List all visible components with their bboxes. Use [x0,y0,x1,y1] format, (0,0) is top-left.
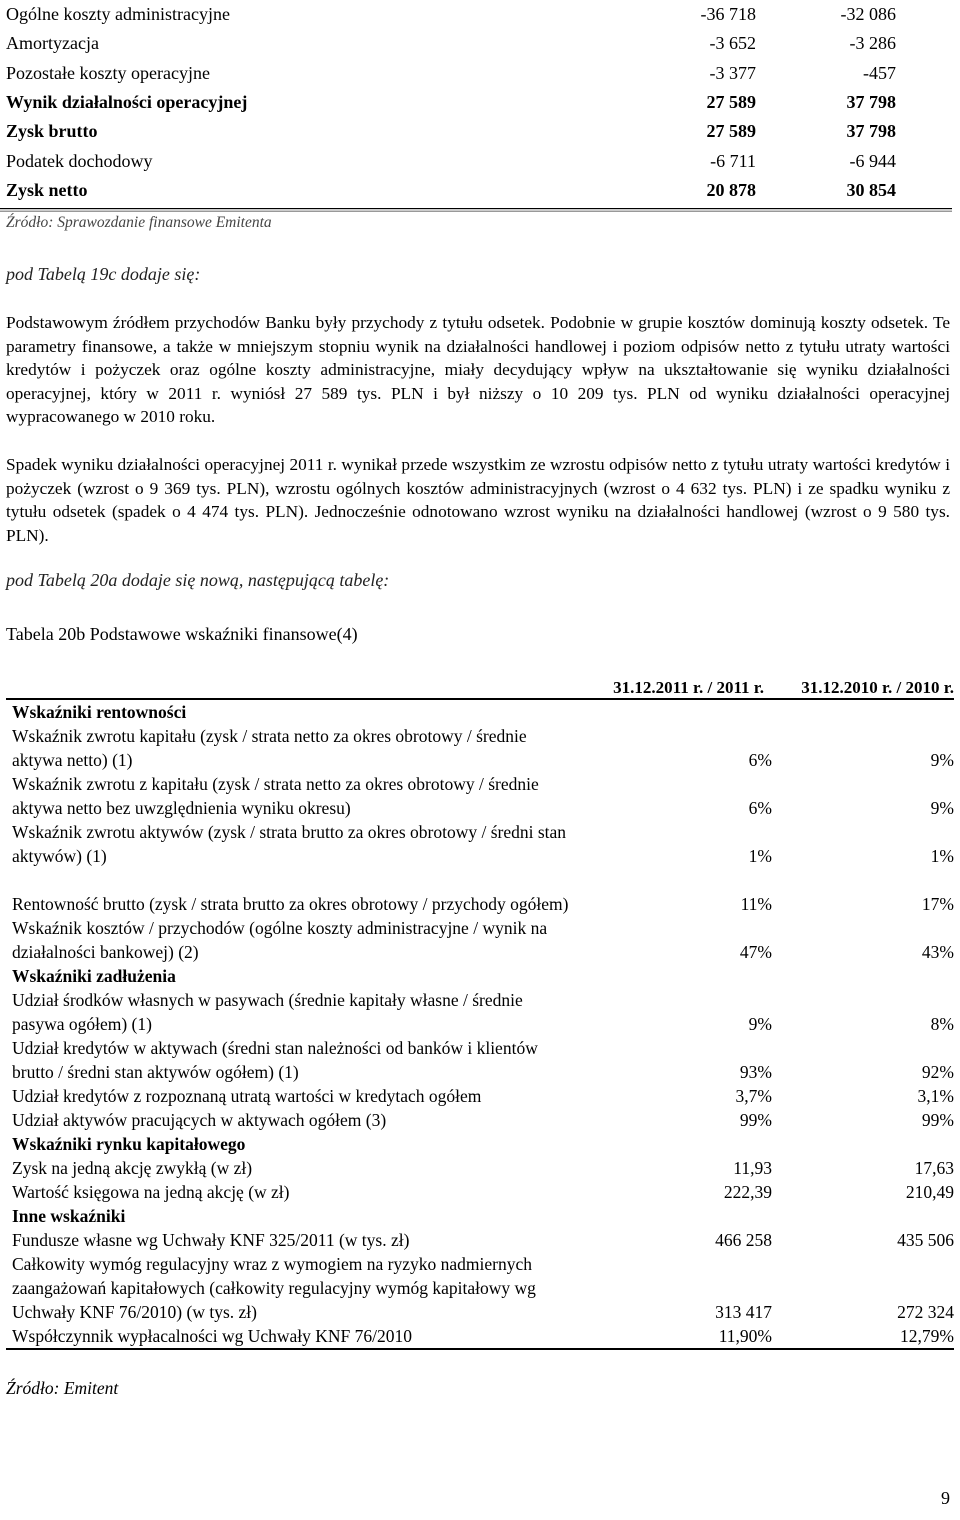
row-label: Rentowność brutto (zysk / strata brutto za okres obrotowy / przychody ogółem) [12,894,569,914]
value-2010: 210,49 [905,1182,954,1202]
row-label: Wskaźnik zwrotu z kapitału (zysk / strata netto za okres obrotowy / średnie aktywa netto bez uwzględnienia wyniku okresu) [12,774,539,818]
amendment-note: pod Tabelą 19c dodaje się: [6,264,201,284]
value-2010: 8% [930,1014,954,1034]
table-title: Tabela 20b Podstawowe wskaźniki finansowe(4) [6,624,358,644]
value-2011: 6% [748,750,772,770]
section-header-row [6,700,954,724]
table-row [6,1156,954,1180]
row-value: -6 711 [710,150,756,171]
table-row [6,1324,954,1348]
value-2010: 9% [930,750,954,770]
value-2011: 11,90% [718,1326,772,1346]
table-row [6,916,954,964]
amendment-note: pod Tabelą 20a dodaje się nową, następującą tabelę: [6,570,390,590]
row-value: -3 286 [849,33,896,54]
table-source: Źródło: Sprawozdanie finansowe Emitenta [6,214,272,231]
table-row [6,1084,954,1108]
row-value: -457 [863,62,896,83]
row-value: 37 798 [846,92,896,113]
row-value: 37 798 [846,121,896,142]
row-value: -3 652 [709,33,756,54]
value-2011: 99% [739,1110,772,1130]
value-2011: 47% [739,942,772,962]
row-label: Wskaźnik zwrotu aktywów (zysk / strata brutto za okres obrotowy / średni stan aktywów) (1) [12,822,567,866]
page-number: 9 [941,1488,950,1508]
row-label: Ogólne koszty administracyjne [6,4,230,25]
value-2010: 1% [930,846,954,866]
table-row [6,1036,954,1084]
table-source: Źródło: Emitent [6,1378,119,1398]
row-label: Całkowity wymóg regulacyjny wraz z wymogiem na ryzyko nadmiernych zaangażowań kapitałowych (całkowity regulacyjny wymóg kapitałowy wg Uchwały KNF 76/2010) (w tys. zł) [12,1254,536,1322]
table-row [6,0,896,29]
row-label: Pozostałe koszty operacyjne [6,62,210,83]
income-table [6,0,896,205]
value-2010: 17% [921,894,954,914]
row-value: 27 589 [706,121,756,142]
value-2011: 1% [748,846,772,866]
section-header-row [6,1204,954,1228]
row-value: 30 854 [846,179,896,200]
row-value: -6 944 [849,150,896,171]
value-2010: 9% [930,798,954,818]
table-row [6,117,896,146]
row-label: Wskaźniki zadłużenia [12,966,176,986]
value-2011: 9% [748,1014,772,1034]
table-row [6,88,896,117]
row-label: Udział kredytów w aktywach (średni stan należności od banków i klientów brutto / średni stan aktywów ogółem) (1) [12,1038,538,1082]
row-label: Wynik działalności operacyjnej [6,92,248,113]
row-label: Amortyzacja [6,33,99,54]
table-row [6,988,954,1036]
row-label: Zysk brutto [6,121,98,142]
row-value: 20 878 [706,179,756,200]
row-label: Udział środków własnych w pasywach (średnie kapitały własne / średnie pasywa ogółem) (1) [12,990,523,1034]
value-2010: 435 506 [897,1230,954,1250]
value-2011: 466 258 [715,1230,772,1250]
row-label: Zysk netto [6,179,88,200]
table-row [6,59,896,88]
row-label: Współczynnik wypłacalności wg Uchwały KNF 76/2010 [12,1326,412,1346]
table-row [6,724,954,772]
table-body [6,700,954,1350]
row-label: Zysk na jedną akcję zwykłą (w zł) [12,1158,253,1178]
row-value: -3 377 [709,62,756,83]
value-2010: 272 324 [897,1302,954,1322]
paragraph: Podstawowym źródłem przychodów Banku były przychody z tytułu odsetek. Podobnie w grupie kosztów dominują koszty odsetek. Te parametry finansowe, a także w mniejszym stopniu wynik na działalności handlowej i poziom odpisów netto z tytułu utraty wartości kredytów i pożyczek oraz ogólne koszty administracyjne, miały decydujący wpływ na ukształtowanie się wyniku działalności operacyjnej, który w 2011 r. wyniósł 27 589 tys. PLN i był niższy o 10 209 tys. PLN od wyniku działalności operacyjnej wypracowanego w 2010 roku. [6,313,950,427]
value-2010: 99% [921,1110,954,1130]
table-row [6,772,954,820]
value-2011: 93% [739,1062,772,1082]
row-value: -32 086 [840,4,896,25]
table-divider [0,208,952,212]
table-row [6,1252,954,1324]
column-header: 31.12.2011 r. / 2011 r. [613,678,764,697]
row-label: Fundusze własne wg Uchwały KNF 325/2011 (w tys. zł) [12,1230,410,1250]
row-label: Wskaźnik zwrotu kapitału (zysk / strata netto za okres obrotowy / średnie aktywa netto) (1) [12,726,527,770]
value-2010: 12,79% [900,1326,954,1346]
value-2011: 11,93 [733,1158,772,1178]
section-header-row [6,1132,954,1156]
table-row [6,820,954,868]
row-label: Inne wskaźniki [12,1206,126,1226]
value-2011: 3,7% [735,1086,772,1106]
row-label: Udział aktywów pracujących w aktywach ogółem (3) [12,1110,387,1130]
value-2010: 3,1% [917,1086,954,1106]
row-value: -36 718 [700,4,756,25]
row-label: Wskaźniki rynku kapitałowego [12,1134,246,1154]
value-2011: 6% [748,798,772,818]
section-header-row [6,964,954,988]
value-2010: 92% [921,1062,954,1082]
column-header: 31.12.2010 r. / 2010 r. [801,678,954,697]
value-2011: 313 417 [715,1302,772,1322]
value-2011: 11% [740,894,772,914]
table-header [6,676,954,698]
value-2010: 43% [921,942,954,962]
row-label: Wartość księgowa na jedną akcję (w zł) [12,1182,290,1202]
table-row [6,176,896,205]
table-row [6,1108,954,1132]
row-value: 27 589 [706,92,756,113]
value-2011: 222,39 [723,1182,772,1202]
ratios-table [6,676,954,1350]
row-label: Wskaźnik kosztów / przychodów (ogólne koszty administracyjne / wynik na działalności bankowej) (2) [12,918,548,962]
table-row [6,29,896,58]
paragraph: Spadek wyniku działalności operacyjnej 2011 r. wynikał przede wszystkim ze wzrostu odpisów netto z tytułu utraty wartości kredytów i pożyczek (wzrost o 9 369 tys. PLN), wzrostu ogólnych kosztów administracyjnych (wzrost o 4 632 tys. PLN) i ze spadku wyniku z tytułu odsetek (spadek o 4 474 tys. PLN). Jednocześnie odnotowano wzrost wyniku na działalności handlowej (wzrost o 9 580 tys. PLN). [6,455,950,545]
table-row [6,868,954,916]
row-label: Udział kredytów z rozpoznaną utratą wartości w kredytach ogółem [12,1086,482,1106]
value-2010: 17,63 [914,1158,954,1178]
table-row [6,1228,954,1252]
table-row [6,146,896,175]
row-label: Wskaźniki rentowności [12,702,187,722]
row-label: Podatek dochodowy [6,150,153,171]
table-row [6,1180,954,1204]
